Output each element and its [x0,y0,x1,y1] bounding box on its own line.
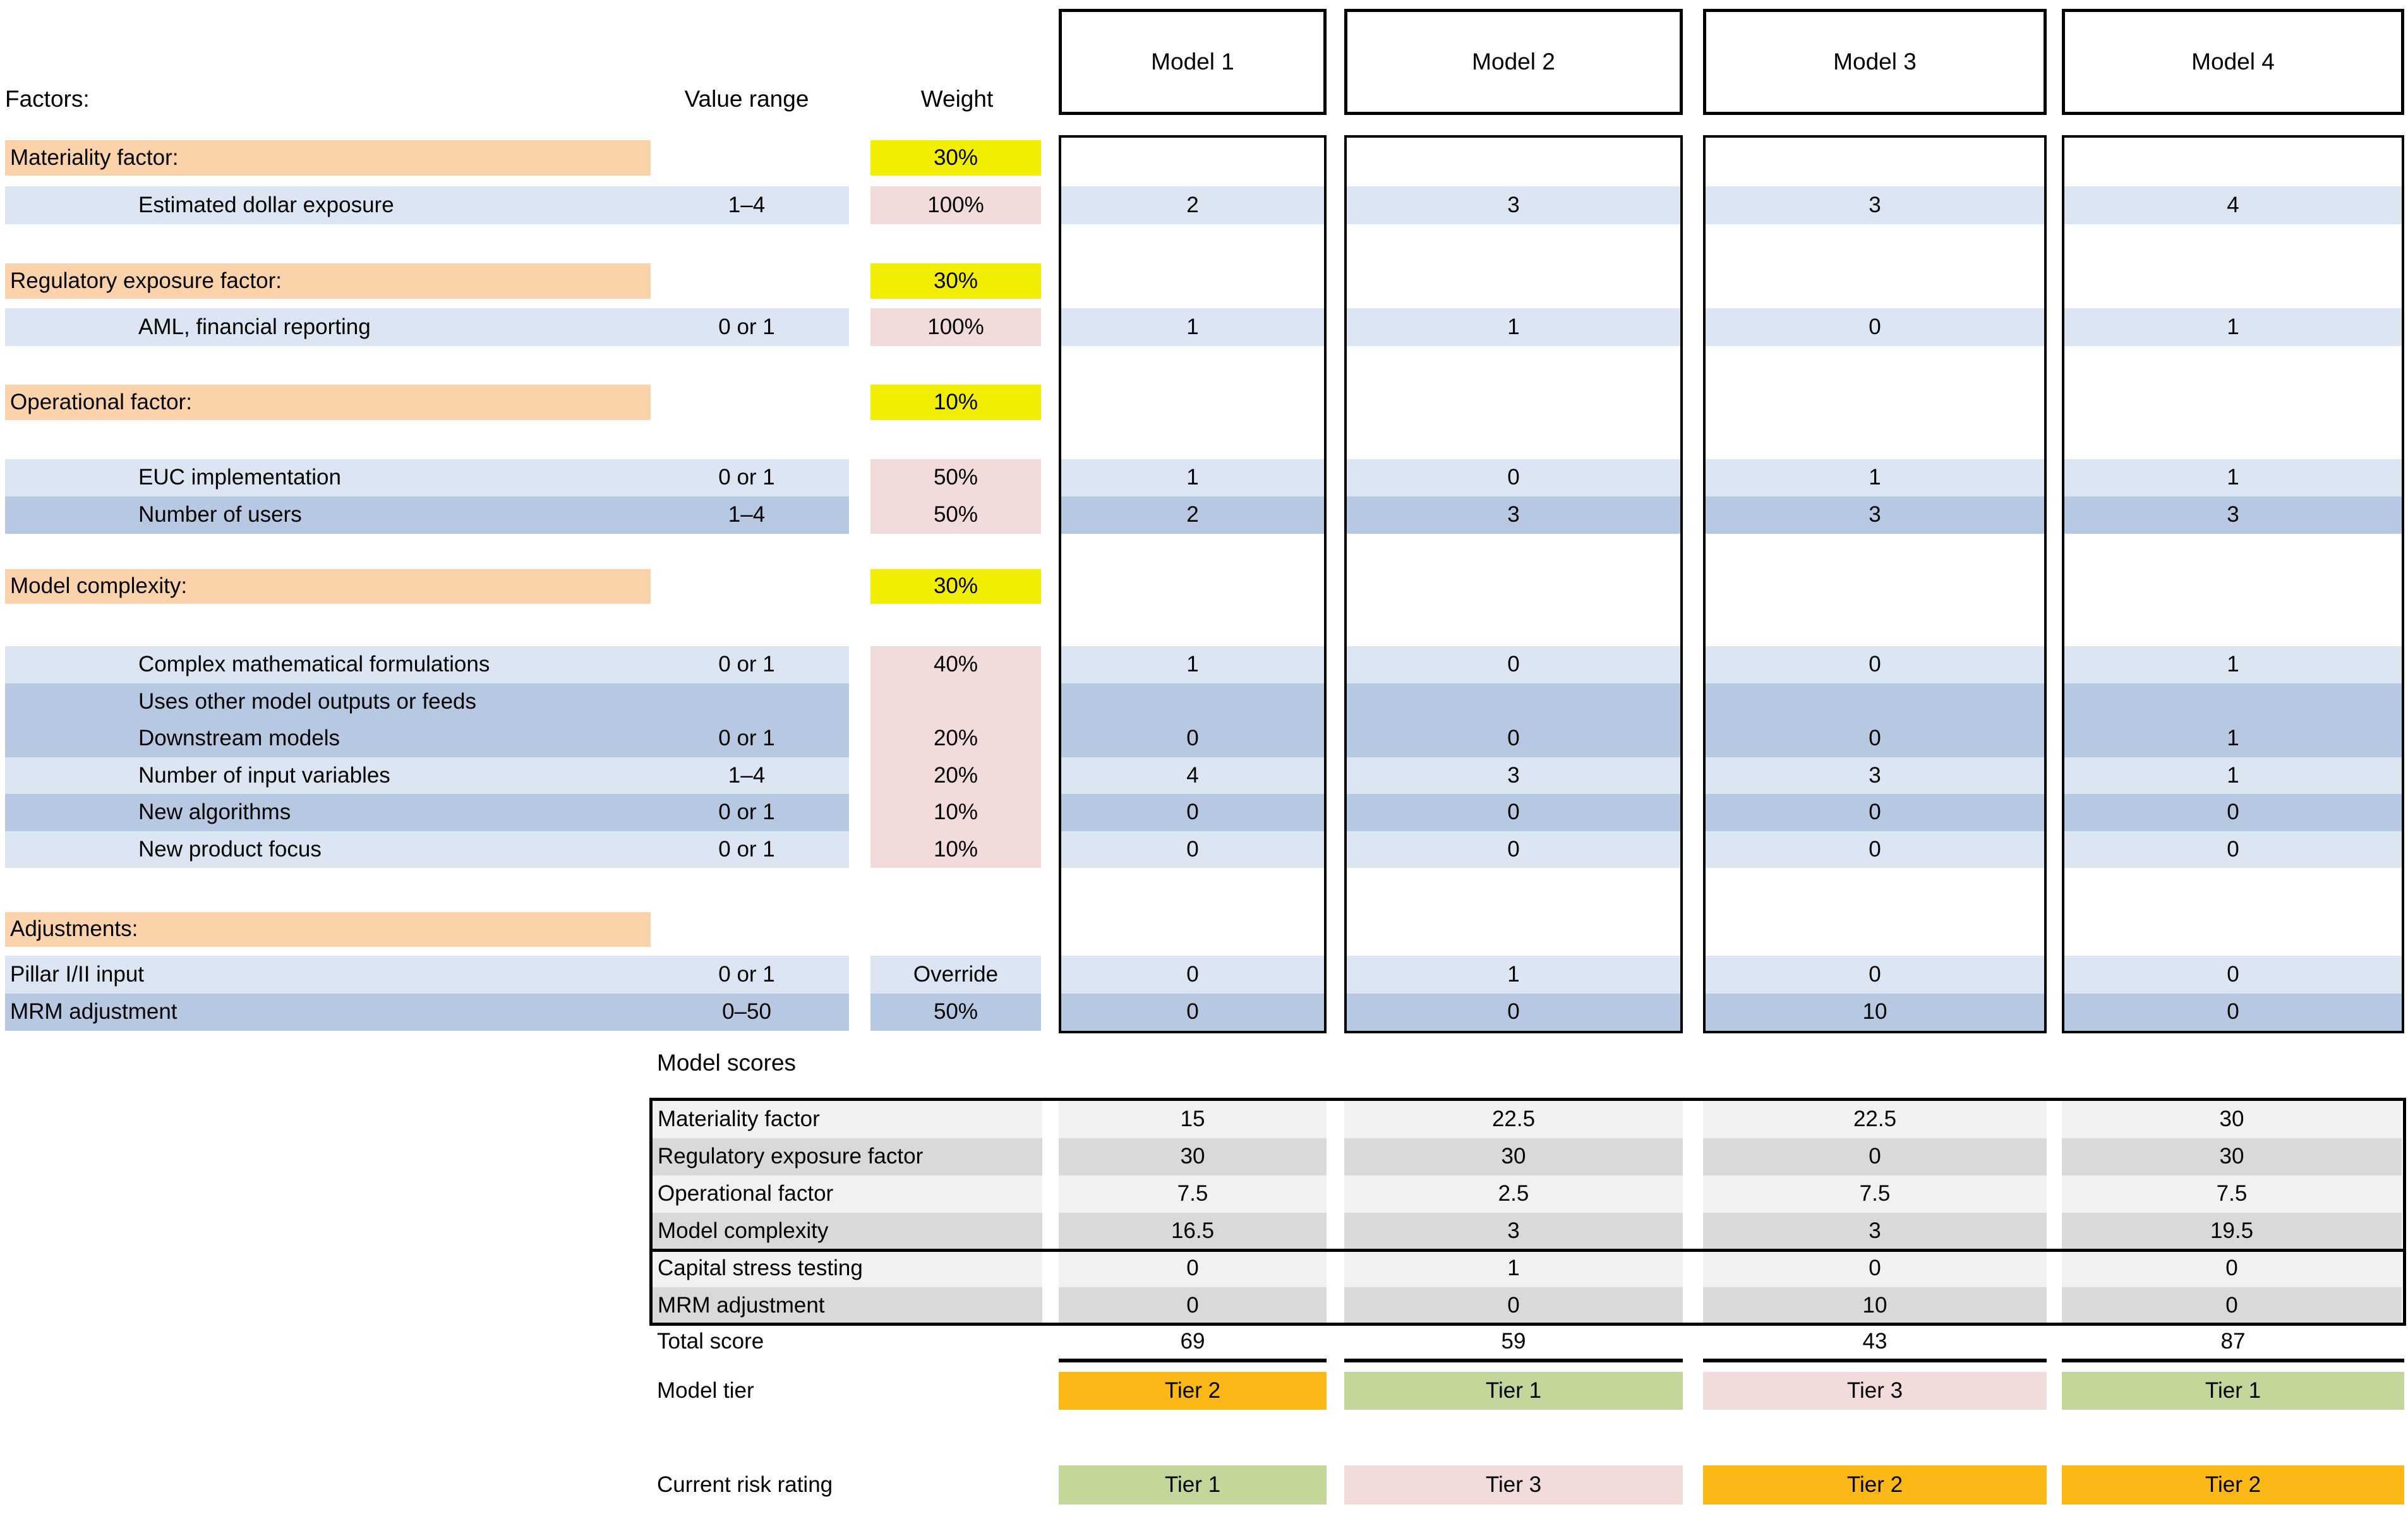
range-aml: 0 or 1 [718,314,775,339]
weight-new-product-focus: 10% [933,836,978,862]
score-m4-mrm: 0 [2062,1287,2402,1325]
m2-new-algorithms: 0 [1347,794,1680,831]
m3-input-variables: 3 [1706,757,2044,794]
m1-users: 2 [1061,496,1324,534]
score-m2-complexity: 3 [1344,1213,1683,1250]
section-model-complexity: Model complexity: [5,569,651,604]
score-m4-complexity: 19.5 [2062,1213,2402,1250]
m4-input-variables: 1 [2064,757,2402,794]
weight-downstream: 20% [933,726,978,751]
m4-mrm: 0 [2064,994,2402,1031]
m4-pillar: 0 [2064,956,2402,994]
m2-input-variables: 3 [1347,757,1680,794]
row-complex-math-formulations: Complex mathematical formulations [5,646,849,683]
range-number-of-users: 1–4 [728,502,766,527]
score-m2-capital-stress: 1 [1344,1250,1683,1287]
score-label-complexity: Model complexity [653,1213,1042,1250]
weight-complexity: 30% [933,574,978,599]
total-score-m4: 87 [2220,1329,2246,1354]
range-downstream-models: 0 or 1 [718,726,775,751]
model-1-data-box [1059,135,1327,1033]
m2-downstream: 0 [1507,726,1520,751]
m1-new-algorithms: 0 [1061,794,1324,831]
score-m1-materiality: 15 [1059,1101,1327,1138]
weight-materiality: 30% [933,145,978,170]
score-m1-operational: 7.5 [1059,1175,1327,1213]
weight-aml: 100% [927,314,984,339]
score-label-materiality: Materiality factor [653,1101,1042,1138]
m4-euc: 1 [2064,459,2402,496]
weight-complex-math: 40% [933,652,978,677]
section-operational: Operational factor: [5,385,651,420]
range-complex-math: 0 or 1 [718,652,775,677]
model-tier-m1: Tier 2 [1059,1372,1327,1410]
score-label-regulatory: Regulatory exposure factor [653,1138,1042,1175]
m1-downstream: 0 [1186,726,1199,751]
m3-euc: 1 [1706,459,2044,496]
m1-new-product: 0 [1061,831,1324,868]
range-new-algorithms: 0 or 1 [718,800,775,825]
total-underline-m3 [1703,1359,2047,1362]
m3-pillar: 0 [1706,956,2044,994]
m4-new-product: 0 [2064,831,2402,868]
m4-users: 3 [2064,496,2402,534]
model-4-header: Model 4 [2062,9,2404,115]
range-estimated-dollar-exposure: 1–4 [728,192,766,217]
score-m3-complexity: 3 [1703,1213,2047,1250]
section-regulatory: Regulatory exposure factor: [5,263,651,299]
model-2-data-box [1344,135,1683,1033]
m3-users: 3 [1706,496,2044,534]
value-range-header: Value range [684,85,809,112]
score-table-left-border [649,1098,653,1326]
score-m3-materiality: 22.5 [1703,1101,2047,1138]
score-m2-operational: 2.5 [1344,1175,1683,1213]
weight-euc: 50% [933,465,978,490]
model-tier-m3: Tier 3 [1703,1372,2047,1410]
row-number-of-input-variables: Number of input variables [5,757,849,794]
score-m1-capital-stress: 0 [1059,1250,1327,1287]
current-risk-m1: Tier 1 [1059,1465,1327,1505]
model-3-header: Model 3 [1703,9,2047,115]
model-scores-title: Model scores [657,1049,797,1076]
score-m4-regulatory: 30 [2062,1138,2402,1175]
m3-aml: 0 [1706,308,2044,346]
row-aml-financial-reporting: AML, financial reporting [5,308,849,346]
m2-pillar: 1 [1347,956,1680,994]
row-downstream-models-line2: Downstream models [138,726,340,751]
m2-users: 3 [1347,496,1680,534]
m1-aml: 1 [1061,308,1324,346]
m4-downstream: 1 [2227,726,2239,751]
m1-estimated: 2 [1061,186,1324,224]
score-m2-regulatory: 30 [1344,1138,1683,1175]
score-m1-regulatory: 30 [1059,1138,1327,1175]
m2-aml: 1 [1347,308,1680,346]
range-input-variables: 1–4 [728,762,766,788]
m4-complex-math: 1 [2064,646,2402,683]
weight-input-variables: 20% [933,762,978,788]
m2-euc: 0 [1347,459,1680,496]
score-m4-capital-stress: 0 [2062,1250,2402,1287]
score-m1-mrm: 0 [1059,1287,1327,1325]
weight-header: Weight [920,85,994,112]
m3-complex-math: 0 [1706,646,2044,683]
current-risk-m4: Tier 2 [2062,1465,2404,1505]
m4-aml: 1 [2064,308,2402,346]
model-tier-m4: Tier 1 [2062,1372,2404,1410]
m1-complex-math: 1 [1061,646,1324,683]
row-new-product-focus: New product focus [5,831,849,868]
row-euc-implementation: EUC implementation [5,459,849,496]
range-euc: 0 or 1 [718,465,775,490]
model-3-data-box [1703,135,2047,1033]
total-underline-m4 [2062,1359,2404,1362]
m1-mrm: 0 [1061,994,1324,1031]
row-estimated-dollar-exposure: Estimated dollar exposure [5,186,849,224]
model-tier-label: Model tier [657,1378,754,1403]
total-score-m1: 69 [1180,1329,1205,1354]
section-adjustments: Adjustments: [5,912,651,947]
m3-estimated: 3 [1706,186,2044,224]
weight-new-algorithms: 10% [933,800,978,825]
current-risk-m3: Tier 2 [1703,1465,2047,1505]
weight-mrm: 50% [933,999,978,1024]
m1-euc: 1 [1061,459,1324,496]
total-underline-m2 [1344,1359,1683,1362]
score-label-mrm: MRM adjustment [653,1287,1042,1325]
weight-number-of-users: 50% [933,502,978,527]
row-mrm-adjustment: MRM adjustment [5,994,849,1031]
model-1-header: Model 1 [1059,9,1327,115]
factors-header: Factors: [5,85,90,112]
weight-regulatory: 30% [933,268,978,293]
score-m4-materiality: 30 [2062,1101,2402,1138]
m1-pillar: 0 [1061,956,1324,994]
score-m1-complexity: 16.5 [1059,1213,1327,1250]
range-new-product-focus: 0 or 1 [718,836,775,862]
score-m3-capital-stress: 0 [1703,1250,2047,1287]
score-m2-materiality: 22.5 [1344,1101,1683,1138]
score-label-operational: Operational factor [653,1175,1042,1213]
m4-estimated: 4 [2064,186,2402,224]
model-2-header: Model 2 [1344,9,1683,115]
score-m3-regulatory: 0 [1703,1138,2047,1175]
model-tier-m2: Tier 1 [1344,1372,1683,1410]
weight-operational: 10% [933,389,978,414]
m1-input-variables: 4 [1061,757,1324,794]
score-table-right-border [2403,1098,2406,1326]
score-m2-mrm: 0 [1344,1287,1683,1325]
current-risk-m2: Tier 3 [1344,1465,1683,1505]
m3-downstream: 0 [1869,726,1881,751]
m2-new-product: 0 [1347,831,1680,868]
current-risk-rating-label: Current risk rating [657,1472,833,1497]
m2-estimated: 3 [1347,186,1680,224]
section-materiality: Materiality factor: [5,140,651,176]
score-table-top-border [649,1098,2406,1101]
row-number-of-users: Number of users [5,496,849,534]
range-mrm-adjustment: 0–50 [722,999,771,1024]
total-score-m2: 59 [1501,1329,1526,1354]
range-pillar-input: 0 or 1 [718,961,775,987]
weight-pillar-override: Override [913,961,999,987]
row-new-algorithms: New algorithms [5,794,849,831]
m4-new-algorithms: 0 [2064,794,2402,831]
m2-mrm: 0 [1347,994,1680,1031]
total-score-m3: 43 [1862,1329,1887,1354]
m2-complex-math: 0 [1347,646,1680,683]
score-m4-operational: 7.5 [2062,1175,2402,1213]
score-label-capital-stress: Capital stress testing [653,1250,1042,1287]
m3-new-product: 0 [1706,831,2044,868]
row-pillar-input: Pillar I/II input [5,956,849,994]
weight-estimated: 100% [927,192,984,217]
row-uses-other-outputs-line1: Uses other model outputs or feeds [138,688,477,714]
m3-mrm: 10 [1706,994,2044,1031]
total-underline-m1 [1059,1359,1327,1362]
m3-new-algorithms: 0 [1706,794,2044,831]
model-4-data-box [2062,135,2404,1033]
score-m3-operational: 7.5 [1703,1175,2047,1213]
total-score-label: Total score [657,1329,764,1354]
score-m3-mrm: 10 [1703,1287,2047,1325]
score-table-mid-border [649,1249,2406,1252]
